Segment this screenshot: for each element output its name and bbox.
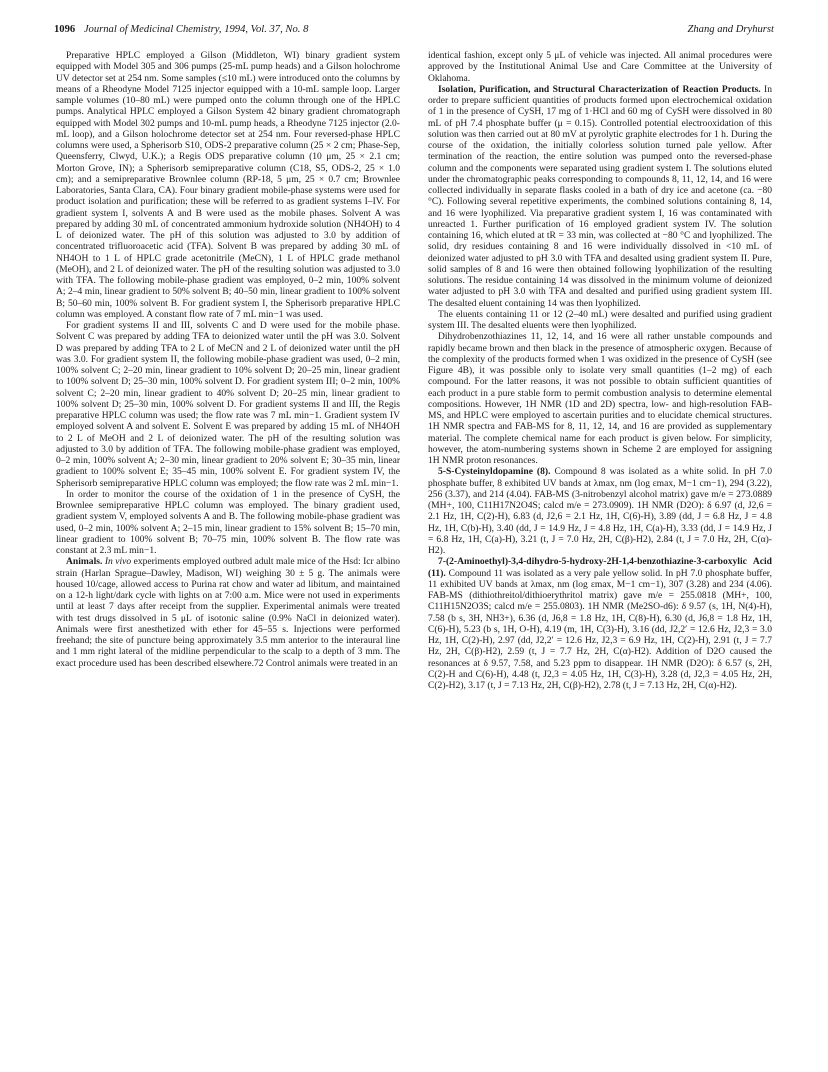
paragraph-compound-11 (428, 556, 772, 691)
right-column (428, 50, 772, 691)
isolation-text: In order to prepare sufficient quantities of products formed upon electrochemical oxidation of 1 in the presence of CySH, 17 mg of 1·HCl and 60 mg of CySH were dissolved in 80 mL of pH 7.4 phosphate buffer (μ = 0.15). Controlled potential electrooxidation of this solution was then carried out at 80 mV at pyrolytic graphite electrodes for 1 h. During the course of the oxidation, the initially colorless solution turned pale yellow. After termination of the reaction, the entire solution was pumped onto the reversed-phase column and the components were separated using gradient system I. The solutions eluted under the chromatographic peaks corresponding to compounds 8, 11, 12, 14, and 16 were collected individually in separate flasks cooled in a bath of dry ice and acetone (ca. −80 °C). Following several repetitive experiments, the combined solutions containing 8, 14, and 16 were lyophilized. Via preparative gradient system I, 16 was contaminated with unreacted 1. Further purification of 16 employed gradient system IV. The solution containing 16, which eluted at tR = 33 min, was collected at −80 °C and lyophilized. The solid, dry residues containing 8 and 16 were individually dissolved in <10 mL of deionized water adjusted to pH 3.0 with TFA and desalted using gradient system II. Pure, solid samples of 8 and 16 were then obtained following lyophilization of the resulting solutions. The residue containing 14 was dissolved in the minimum volume of deionized water adjusted to pH 3.0 with TFA and desalted and purified using gradient system III. The desalted eluent containing 14 was then lyophilized. (428, 83, 772, 309)
paragraph-dihydrobenzothiazines: Dihydrobenzothiazines 11, 12, 14, and 16 were all rather unstable compounds and rapidly became brown and then black in the presence of atmospheric oxygen. Because of the complexity of the products formed when 1 was oxidized in the presence of CySH (see Figure 4B), it was possible only to isolate very small quantities (1–2 mg) of each compound. For the latter reasons, it was not possible to obtain sufficient quantities of each product in a pure stable form to permit combustion analysis to determine elemental compositions. However, 1H NMR (1D and 2D) spectra, low- and high-resolution FAB-MS, and HPLC were employed to ascertain purities and to elucidate chemical structures. 1H NMR spectra and FAB-MS for 8, 11, 12, 14, and 16 are provided as supplementary material. The complete chemical name for each product is given below. For simplicity, however, the atom-numbering systems shown in Scheme 2 are employed for assigning 1H NMR proton resonances. (428, 331, 772, 466)
paragraph-compound-8 (428, 466, 772, 556)
compound-8-text: Compound 8 was isolated as a white solid. In pH 7.0 phosphate buffer, 8 exhibited UV bands at λmax, nm (log εmax, M−1 cm−1), 294 (3.22), 256 (3.37), and 214 (4.04). FAB-MS (3-nitrobenzyl alcohol matrix) gave m/e = 273.0889 (MH+, 100, C11H17N2O4S; calcd m/e = 273.0909). 1H NMR (D2O): δ 6.97 (d, J2,6 = 2.1 Hz, 1H, C(2)-H), 6.83 (d, J2,6 = 2.1 Hz, 1H, C(6)-H), 3.89 (dd, J = 6.8 Hz, J = 4.8 Hz, 1H, C(b)-H), 3.40 (dd, J = 14.9 Hz, J = 4.8 Hz, 1H, C(a)-H), 3.33 (dd, J = 14.9 Hz, J = 6.8 Hz, 1H, C(a)-H), 3.21 (t, J = 7.0 Hz, 2H, C(β)-H2), 2.84 (t, J = 7.0 Hz, 2H, C(α)-H2). (428, 466, 772, 556)
compound-8-heading: 5-S-Cysteinyldopamine (8). (438, 466, 551, 478)
paragraph-eluents: The eluents containing 11 or 12 (2–40 mL) were desalted and purified using gradient system III. The desalted eluents were then lyophilized. (428, 308, 772, 331)
paragraph-hplc-equipment: Preparative HPLC employed a Gilson (Middleton, WI) binary gradient system equipped with Model 305 and 306 pumps (25-mL pump heads) and a Gilson holochrome UV detector set at 254 nm. Some samples (≤10 mL) were introduced onto the columns by means of a Rheodyne Model 7125 injector equipped with a 10-mL sample loop. Larger sample volumes (10–80 mL) were pumped onto the column through one of the HPLC pumps. Analytical HPLC employed a Gilson System 42 binary gradient chromatograph equipped with Model 302 pumps and 10-mL pump heads, a Rheodyne 7125 injector (2.0-mL loop), and a Gilson holochrome detector set at 254 nm. Four reversed-phase HPLC columns were used, a Spherisorb S10, ODS-2 preparative column (25 × 2 cm; Phase-Sep, Queensferry, Clwyd, U.K.); a Regis ODS preparative column (10 μm, 25 × 2.1 cm; Morton Grove, IN); a Spherisorb semipreparative column (C18, S5, ODS-2, 25 × 1.0 cm); and a semipreparative Brownlee column (RP-18, 5 μm, 25 × 0.7 cm; Brownlee Laboratories, Santa Clara, CA). Four binary gradient mobile-phase systems were used for product isolation and purification; these will be referred to as gradient systems I–IV. For gradient system I, solvents A and B were used as the mobile phases. Solvent A was prepared by adding 30 mL of concentrated ammonium hydroxide solution (NH4OH) to 4 L of deionized water. The pH of this solution was adjusted to 3.0 by addition of concentrated trifluoroacetic acid (TFA). Solvent B was prepared by adding 30 mL of NH4OH to 1 L of HPLC grade acetonitrile (MeCN), 1 L of HPLC grade methanol (MeOH), and 2 L of deionized water. The pH of the resulting solution was adjusted to 3.0 with TFA. The following mobile-phase gradient was employed, 0–2 min, 100% solvent A; 2–4 min, linear gradient to 50% solvent B; 40–50 min, linear gradient to 100% solvent B; 50–60 min, 100% solvent B. For gradient system I, the Spherisorb preparative HPLC column was employed. A constant flow rate of 7 mL min−1 was used. (56, 50, 400, 320)
paragraph-oxidation-monitoring: In order to monitor the course of the oxidation of 1 in the presence of CySH, the Brownlee semipreparative HPLC column was employed. The binary gradient used, gradient system V, employed solvents A and B. The following mobile-phase gradient was used, 0–2 min, 100% solvent A; 2–15 min, linear gradient to 15% solvent B; 15–70 min, linear gradient to 100% solvent B; 70–75 min, 100% solvent B. The flow rate was constant at 2.3 mL min−1. (56, 488, 400, 556)
animals-text: experiments employed outbred adult male mice of the Hsd: Icr albino strain (Harlan Sprague–Dawley, Madison, WI) weighing 30 ± 5 g. The animals were housed 10/cage, allowed access to Purina rat chow and water ad libitum, and maintained on a 12-h light/dark cycle with lights on at 7:00 a.m. Mice were not used in experiments until at least 7 days after receipt from the supplier. Experimental animals were treated with test drugs dissolved in 5 μL of isotonic saline (0.9% NaCl in deionized water). Animals were first anesthetized with ether for 45–55 s. Injections were performed freehand; the site of puncture being approximately 3.5 mm anterior to the interaural line and 1 mm right lateral of the midline perpendicular to the scalp to a depth of 3 mm. The exact procedure used has been described elsewhere.72 Control animals were treated in an (56, 556, 400, 669)
running-header (54, 22, 774, 38)
paragraph-isolation (428, 84, 772, 309)
compound-11-heading: 7-(2-Aminoethyl)-3,4-dihydro-5-hydroxy-2H-1,4-benzothiazine-3-carboxylic Acid (11). (428, 556, 772, 579)
isolation-heading: Isolation, Purification, and Structural Characterization of Reaction Products. (438, 83, 761, 95)
journal-citation: Journal of Medicinal Chemistry, 1994, Vol. 37, No. 8 (83, 24, 309, 35)
animals-lead: In vivo (104, 556, 132, 568)
paragraph-gradient-systems: For gradient systems II and III, solvents C and D were used for the mobile phase. Solvent C was prepared by adding TFA to deionized water until the pH was 3.0. Solvent D was prepared by adding TFA to 2 L of MeCN and 2 L of deionized water until the pH was 3.0. For gradient system II, the following mobile-phase gradient was used, 0–2 min, 100% solvent C; 2–20 min, linear gradient to 10% solvent D; 20–25 min, linear gradient to 100% solvent D; 25–30 min, 100% solvent D. For gradient system III; 0–2 min, 100% solvent C; 2–20 min, linear gradient to 40% solvent D; 20–25 min, linear gradient to 100% solvent D; 25–30 min, 100% solvent D. For gradient systems II and III, the Regis preparative HPLC column was used; the flow rate was 7 mL min−1. Gradient system IV employed solvent A and solvent E. Solvent E was prepared by adding 15 mL of NH4OH to 2 L of MeOH and 2 L of deionized water. The pH of the resulting solution was adjusted to 3.0 by addition of TFA. The following mobile-phase gradient was employed, 0–2 min, 100% solvent A; 2–30 min, linear gradient to 20% solvent E; 30–35 min, linear gradient to 100% solvent E; 35–45 min, 100% solvent E. For gradient system IV, the Spherisorb semipreparative HPLC column was employed; the flow rate was 2 mL min−1. (56, 320, 400, 489)
compound-11-text: Compound 11 was isolated as a very pale yellow solid. In pH 7.0 phosphate buffer, 11 exhibited UV bands at λmax, nm (log εmax, M−1 cm−1), 307 (3.28) and 234 (4.06). FAB-MS (dithiothreitol/dithioerythritol matrix) gave m/e = 255.0818 (MH+, 100, C11H15N2O3S; calcd m/e = 255.0803). 1H NMR (Me2SO-d6): δ 9.57 (s, 1H, N(4)-H), 7.58 (b s, 3H, NH3+), 6.36 (d, J6,8 = 1.8 Hz, 1H, C(8)-H), 6.30 (d, J6,8 = 1.8 Hz, 1H, C(6)-H), 5.23 (b s, 1H, O-H), 4.19 (m, 1H, C(3)-H), 3.16 (dd, J2,2′ = 12.6 Hz, J2,3 = 3.0 Hz, 1H, C(2)-H), 2.97 (dd, J2,2′ = 12.6 Hz, J2,3 = 6.9 Hz, 1H, C(2)-H), 2.91 (t, J = 7.7 Hz, 2H, C(β)-H2), 2.59 (t, J = 7.7 Hz, 2H, C(α)-H2). Addition of D2O caused the resonances at δ 9.57, 7.58, and 5.23 ppm to disappear. 1H NMR (D2O): δ 6.57 (s, 2H, C(2)-H and C(6)-H), 4.48 (t, J2,3 = 4.05 Hz, 1H, C(3)-H), 3.28 (d, J2,3 = 4.05 Hz, 2H, C(2)-H2), 3.17 (t, J = 7.13 Hz, 2H, C(β)-H2), 2.78 (t, J = 7.13 Hz, 2H, C(α)-H2). (428, 567, 772, 691)
running-authors: Zhang and Dryhurst (687, 24, 774, 35)
page-number: 1096 (54, 24, 76, 35)
left-column (56, 50, 400, 669)
paragraph-continuation: identical fashion, except only 5 μL of vehicle was injected. All animal procedures were approved by the Institutional Animal Use and Care Committee at the University of Oklahoma. (428, 50, 772, 84)
paragraph-animals (56, 556, 400, 669)
animals-heading: Animals. (66, 556, 103, 568)
